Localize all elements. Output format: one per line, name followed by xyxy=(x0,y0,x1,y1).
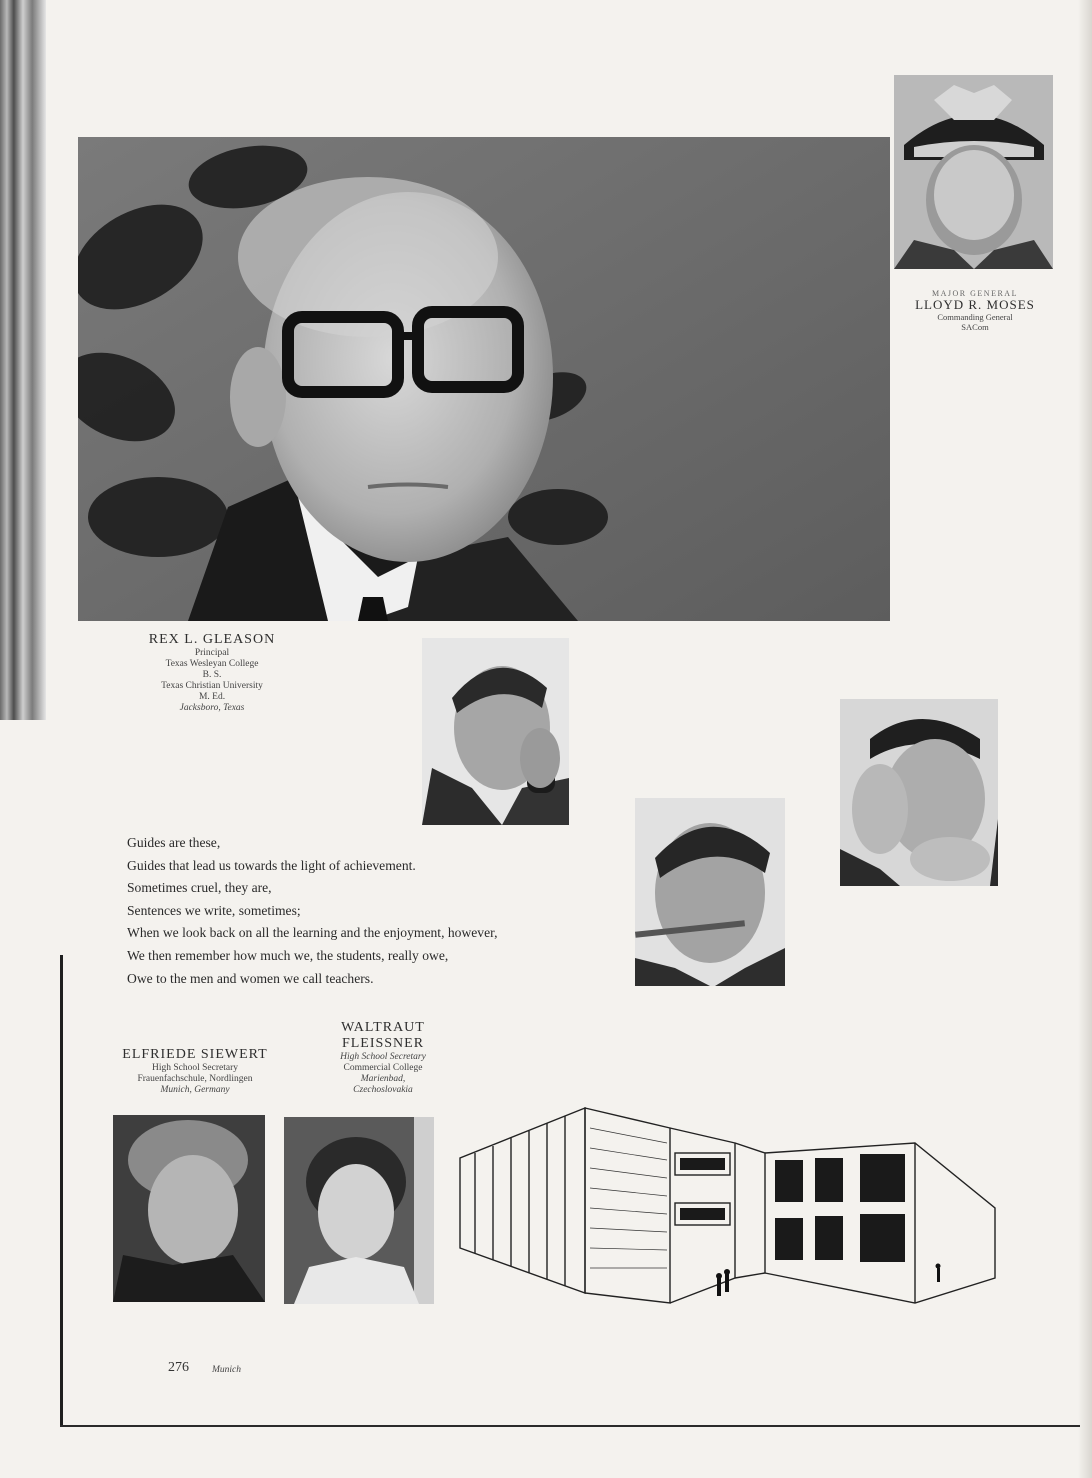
gleason-line: Principal xyxy=(194,648,230,659)
page-section: Munich xyxy=(212,1365,242,1375)
gleason-name: REX L. GLEASON xyxy=(148,632,276,647)
poem-line: Sometimes cruel, they are, xyxy=(127,880,272,896)
moses-portrait-photo xyxy=(894,75,1053,269)
poem-line: Guides that lead us towards the light of achievement. xyxy=(127,857,416,873)
siewert-portrait-photo xyxy=(113,1115,265,1302)
moses-rank: MAJOR GENERAL xyxy=(932,289,1018,298)
fleissner-role: High School Secretary xyxy=(340,1052,426,1063)
gleason-home: Jacksboro, Texas xyxy=(179,702,245,713)
siewert-school: Frauenfachschule, Nordlingen xyxy=(137,1074,253,1085)
moses-title: Commanding General xyxy=(937,312,1013,323)
candid-photo-phone xyxy=(422,638,569,825)
gleason-line: M. Ed. xyxy=(198,691,226,702)
fleissner-name-last: FLEISSNER xyxy=(341,1036,425,1052)
fleissner-home-2: Czechoslovakia xyxy=(353,1084,413,1095)
siewert-name: ELFRIEDE SIEWERT xyxy=(122,1047,268,1062)
moses-caption xyxy=(890,289,1060,333)
poem-line: When we look back on all the learning and the enjoyment, however, xyxy=(127,925,498,941)
candid-photo-thinking xyxy=(840,699,998,886)
bottom-rule xyxy=(60,1425,1080,1427)
poem-line: Guides are these, xyxy=(127,835,221,850)
book-binding xyxy=(0,0,46,720)
poem-line: Sentences we write, sometimes; xyxy=(127,902,301,918)
moses-unit: SACom xyxy=(961,321,989,332)
left-rule xyxy=(60,955,63,1425)
fleissner-school: Commercial College xyxy=(343,1063,423,1074)
school-building-drawing xyxy=(455,1098,1005,1313)
fleissner-caption xyxy=(288,1020,478,1096)
fleissner-name-first: WALTRAUT xyxy=(341,1020,425,1035)
siewert-role: High School Secretary xyxy=(151,1063,238,1074)
moses-name: LLOYD R. MOSES xyxy=(915,297,1035,313)
gleason-line: B. S. xyxy=(202,669,222,680)
gleason-line: Texas Wesleyan College xyxy=(165,659,259,670)
gleason-line: Texas Christian University xyxy=(161,680,263,691)
poem-line: We then remember how much we, the students, really owe, xyxy=(127,947,449,963)
siewert-caption xyxy=(100,1047,290,1096)
fleissner-portrait-photo xyxy=(284,1117,434,1304)
fleissner-home-1: Marienbad, xyxy=(360,1074,406,1085)
page-number: 276 xyxy=(168,1360,189,1375)
gleason-caption xyxy=(112,632,312,714)
candid-photo-pencil xyxy=(635,798,785,986)
poem-line: Owe to the men and women we call teachers. xyxy=(127,970,374,986)
siewert-home: Munich, Germany xyxy=(160,1084,230,1095)
page-edge xyxy=(1078,0,1092,1478)
poem xyxy=(127,832,597,990)
gleason-portrait-photo xyxy=(78,137,890,621)
